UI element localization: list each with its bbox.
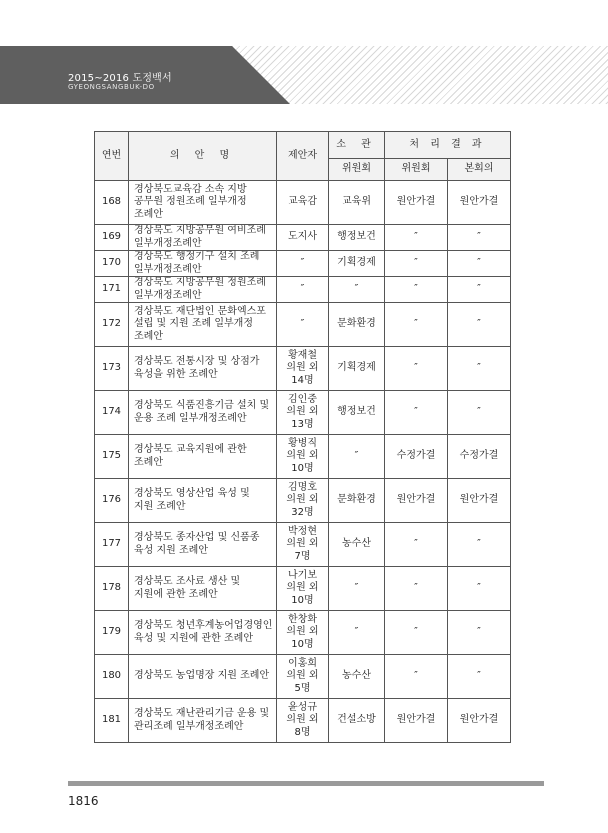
proposer [277, 303, 329, 347]
row-number: 174 [95, 391, 129, 435]
committee-result: 원안가결 [385, 181, 448, 225]
plenary-result: ″ [448, 277, 511, 303]
row-number: 170 [95, 251, 129, 277]
proposer-line: 의원 외 [286, 538, 319, 550]
plenary-result: ″ [448, 611, 511, 655]
bill-name-line: 경상북도 식품진흥기금 설치 및 [134, 400, 270, 411]
bill-name-line: 육성을 위한 조례안 [134, 368, 218, 380]
book-title: 2015~2016 도정백서 [68, 73, 172, 84]
bill-name-line: 경상북도 재단법인 문화엑스포 [134, 305, 266, 317]
bill-name-line: 경상북도 조사료 생산 및 [134, 576, 241, 587]
proposer-line: 박정현 [288, 525, 317, 537]
table-row [95, 181, 511, 225]
proposer [277, 391, 329, 435]
table-row [95, 435, 511, 479]
plenary-result: ″ [448, 347, 511, 391]
plenary-result: ″ [448, 523, 511, 567]
plenary-result: 원안가결 [448, 699, 511, 743]
committee-result: 원안가결 [385, 699, 448, 743]
proposer-line: 의원 외 [286, 670, 319, 682]
bill-table [94, 131, 511, 743]
bill-name-line: 일부개정조례안 [134, 289, 202, 301]
committee: 농수산 [329, 523, 385, 567]
proposer [277, 225, 329, 251]
proposer-line: 김명호 [288, 481, 317, 493]
table-row [95, 347, 511, 391]
committee-result: ″ [385, 523, 448, 567]
bill-name [129, 225, 277, 251]
committee: ″ [329, 435, 385, 479]
table-row [95, 277, 511, 303]
table-row [95, 523, 511, 567]
proposer [277, 277, 329, 303]
plenary-result: ″ [448, 391, 511, 435]
bill-name [129, 479, 277, 523]
proposer [277, 435, 329, 479]
proposer-line: 32명 [291, 506, 314, 518]
bill-name [129, 303, 277, 347]
plenary-result: ″ [448, 251, 511, 277]
bill-name-line: 조례안 [134, 330, 163, 342]
bill-name-line: 지원 조례안 [134, 500, 186, 512]
plenary-result: ″ [448, 225, 511, 251]
proposer-line: 10명 [291, 462, 314, 474]
bill-name-line: 경상북도 지방공무원 여비조례 [134, 225, 266, 236]
header-committee-bottom: 위원회 [329, 159, 385, 181]
proposer-line: ″ [300, 283, 305, 295]
committee: 농수산 [329, 655, 385, 699]
bill-name-line: 설립 및 지원 조례 일부개정 [134, 318, 253, 330]
proposer-line: 8명 [294, 726, 311, 738]
committee: ″ [329, 277, 385, 303]
bill-name [129, 611, 277, 655]
bill-name-line: 육성 지원 조례안 [134, 544, 208, 556]
proposer [277, 611, 329, 655]
row-number: 172 [95, 303, 129, 347]
bill-name [129, 251, 277, 277]
bill-name [129, 347, 277, 391]
proposer-line: 의원 외 [286, 494, 319, 506]
committee: 문화환경 [329, 479, 385, 523]
committee: ″ [329, 567, 385, 611]
committee: 문화환경 [329, 303, 385, 347]
proposer-line: ″ [300, 318, 305, 330]
bill-name [129, 655, 277, 699]
bill-name [129, 181, 277, 225]
plenary-result: ″ [448, 567, 511, 611]
header-bill-name: 의 안 명 [129, 132, 277, 181]
bill-name-line: 일부개정조례안 [134, 237, 202, 249]
bill-name-line: 경상북도 영상산업 육성 및 [134, 488, 250, 499]
row-number: 179 [95, 611, 129, 655]
bill-name-line: 경상북도 전통시장 및 상점가 [134, 356, 260, 367]
committee: 기획경제 [329, 347, 385, 391]
proposer [277, 655, 329, 699]
bill-name-line: 지원에 관한 조례안 [134, 588, 218, 600]
bill-name-line: 운용 조례 일부개정조례안 [134, 412, 247, 424]
proposer [277, 567, 329, 611]
bill-name-line: 경상북도 재난관리기금 운용 및 [134, 708, 270, 719]
proposer-line: 도지사 [288, 231, 317, 243]
table-row [95, 699, 511, 743]
row-number: 168 [95, 181, 129, 225]
proposer-line: 교육감 [288, 196, 317, 208]
committee-result: 원안가결 [385, 479, 448, 523]
proposer [277, 479, 329, 523]
bill-name-line: 경상북도 교육지원에 관한 [134, 444, 247, 455]
plenary-result: 원안가결 [448, 479, 511, 523]
proposer-line: 의원 외 [286, 626, 319, 638]
bill-name [129, 391, 277, 435]
footer-bar [68, 781, 544, 786]
row-number: 175 [95, 435, 129, 479]
header-no: 연번 [95, 132, 129, 181]
page-number: 1816 [68, 794, 99, 808]
committee-result: ″ [385, 391, 448, 435]
proposer-line: 의원 외 [286, 450, 319, 462]
committee-result: ″ [385, 303, 448, 347]
plenary-result: ″ [448, 655, 511, 699]
bill-name-line: 경상북도 지방공무원 정원조례 [134, 277, 266, 288]
committee: 기획경제 [329, 251, 385, 277]
bill-name [129, 435, 277, 479]
committee-result: ″ [385, 225, 448, 251]
bill-name-line: 경상북도 청년후계농어업경영인 [134, 620, 273, 631]
plenary-result: 원안가결 [448, 181, 511, 225]
header-committee-result: 위원회 [385, 159, 448, 181]
committee-result: ″ [385, 277, 448, 303]
committee-result: ″ [385, 611, 448, 655]
committee: ″ [329, 611, 385, 655]
bill-name-line: 육성 및 지원에 관한 조례안 [134, 632, 253, 644]
proposer [277, 347, 329, 391]
table-row [95, 225, 511, 251]
row-number: 173 [95, 347, 129, 391]
header-result: 처 리 결 과 [385, 132, 511, 159]
proposer-line: 의원 외 [286, 714, 319, 726]
row-number: 178 [95, 567, 129, 611]
bill-name-line: 경상북도 종자산업 및 신품종 [134, 532, 260, 543]
proposer-line: 김인중 [288, 393, 317, 405]
committee: 행정보건 [329, 391, 385, 435]
proposer-line: 황병직 [288, 437, 317, 449]
proposer-line: ″ [300, 257, 305, 269]
bill-name-line: 경상북도 농업명장 지원 조례안 [134, 670, 270, 682]
bill-name-line: 공무원 정원조례 일부개정 [134, 196, 247, 208]
proposer-line: 5명 [294, 682, 311, 694]
row-number: 169 [95, 225, 129, 251]
plenary-result: 수정가결 [448, 435, 511, 479]
bill-name-line: 경상북도 행정기구 설치 조례 [134, 251, 260, 262]
proposer-line: 의원 외 [286, 582, 319, 594]
committee: 교육위 [329, 181, 385, 225]
header-proposer: 제안자 [277, 132, 329, 181]
proposer-line: 나기보 [288, 569, 317, 581]
table-row [95, 303, 511, 347]
row-number: 177 [95, 523, 129, 567]
book-subtitle: GYEONGSANGBUK-DO [68, 83, 155, 91]
plenary-result: ″ [448, 303, 511, 347]
committee-result: 수정가결 [385, 435, 448, 479]
proposer-line: 의원 외 [286, 362, 319, 374]
bill-name-line: 경상북도교육감 소속 지방 [134, 183, 247, 195]
proposer-line: 10명 [291, 594, 314, 606]
table-row [95, 611, 511, 655]
bill-name [129, 567, 277, 611]
bill-name-line: 조례안 [134, 208, 163, 220]
bill-name-line: 관리조례 일부개정조례안 [134, 720, 244, 732]
bill-name-line: 조례안 [134, 456, 163, 468]
header-plenary-result: 본회의 [448, 159, 511, 181]
proposer-line: 14명 [291, 374, 314, 386]
committee: 건설소방 [329, 699, 385, 743]
row-number: 180 [95, 655, 129, 699]
table-row [95, 567, 511, 611]
bill-name [129, 699, 277, 743]
proposer [277, 181, 329, 225]
row-number: 181 [95, 699, 129, 743]
committee-result: ″ [385, 655, 448, 699]
row-number: 176 [95, 479, 129, 523]
proposer-line: 의원 외 [286, 406, 319, 418]
proposer-line: 13명 [291, 418, 314, 430]
proposer-line: 10명 [291, 638, 314, 650]
header-committee-top: 소 관 [329, 132, 385, 159]
proposer [277, 523, 329, 567]
table-row [95, 655, 511, 699]
committee-result: ″ [385, 251, 448, 277]
proposer-line: 황재철 [288, 349, 317, 361]
proposer [277, 699, 329, 743]
proposer-line: 7명 [294, 550, 311, 562]
proposer-line: 한창화 [288, 613, 317, 625]
committee: 행정보건 [329, 225, 385, 251]
table-row [95, 479, 511, 523]
proposer-line: 윤성규 [288, 701, 317, 713]
table-row [95, 391, 511, 435]
bill-name [129, 277, 277, 303]
committee-result: ″ [385, 567, 448, 611]
proposer-line: 이홍희 [288, 657, 317, 669]
row-number: 171 [95, 277, 129, 303]
committee-result: ″ [385, 347, 448, 391]
proposer [277, 251, 329, 277]
bill-name [129, 523, 277, 567]
bill-name-line: 일부개정조례안 [134, 263, 202, 275]
bill-rows [95, 181, 511, 743]
table-row [95, 251, 511, 277]
